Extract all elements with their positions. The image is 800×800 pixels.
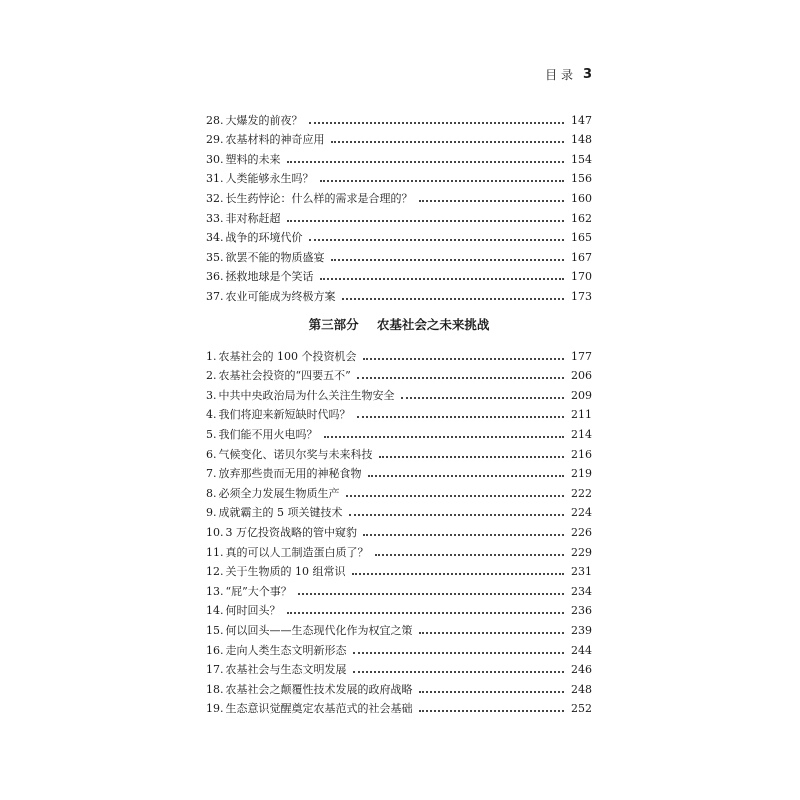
dot-leader bbox=[287, 161, 565, 163]
entry-page: 206 bbox=[571, 369, 592, 383]
toc-entry bbox=[206, 186, 592, 206]
entry-page: 231 bbox=[571, 565, 592, 579]
toc-entry bbox=[206, 618, 592, 638]
entry-number: 19. bbox=[206, 702, 224, 716]
toc-entry bbox=[206, 206, 592, 226]
toc-entry bbox=[206, 599, 592, 619]
entry-title: 我们能不用火电吗？ bbox=[218, 427, 318, 441]
dot-leader bbox=[349, 514, 565, 516]
toc-entry bbox=[206, 638, 592, 658]
dot-leader bbox=[401, 397, 565, 399]
toc-entry bbox=[206, 344, 592, 364]
entry-title: 拯救地球是个笑话 bbox=[225, 270, 314, 284]
entry-number: 14. bbox=[206, 604, 224, 618]
entry-title: 中共中央政治局为什么关注生物安全 bbox=[218, 388, 395, 402]
entry-number: 16. bbox=[206, 643, 224, 657]
toc-entry bbox=[206, 481, 592, 501]
entry-page: 224 bbox=[571, 506, 592, 520]
entry-title: 长生药悖论：什么样的需求是合理的？ bbox=[225, 191, 413, 205]
entry-number: 17. bbox=[206, 663, 224, 677]
entry-title: 农基社会之颠覆性技术发展的政府战略 bbox=[225, 682, 413, 696]
entry-page: 147 bbox=[571, 113, 592, 127]
dot-leader bbox=[324, 436, 565, 438]
entry-page: 214 bbox=[571, 427, 592, 441]
toc-entry bbox=[206, 265, 592, 285]
dot-leader bbox=[353, 652, 565, 654]
entry-page: 246 bbox=[571, 663, 592, 677]
entry-title: 气候变化、诺贝尔奖与未来科技 bbox=[218, 447, 373, 461]
entry-number: 5. bbox=[206, 427, 217, 441]
toc-entry bbox=[206, 108, 592, 128]
entry-title: 走向人类生态文明新形态 bbox=[225, 643, 347, 657]
toc-entry bbox=[206, 226, 592, 246]
dot-leader bbox=[320, 180, 565, 182]
dot-leader bbox=[357, 416, 565, 418]
entry-page: 236 bbox=[571, 604, 592, 618]
toc-list-part-three bbox=[206, 344, 592, 716]
page-number: 3 bbox=[582, 66, 592, 82]
entry-title: 战争的环境代价 bbox=[225, 231, 303, 245]
entry-title: 非对称赶超 bbox=[225, 211, 281, 225]
toc-entry bbox=[206, 579, 592, 599]
chapter-label: 目 录 bbox=[545, 67, 573, 82]
toc-entry bbox=[206, 540, 592, 560]
entry-number: 4. bbox=[206, 408, 217, 422]
entry-number: 28. bbox=[206, 113, 224, 127]
entry-number: 13. bbox=[206, 584, 224, 598]
entry-number: 29. bbox=[206, 133, 224, 147]
entry-number: 11. bbox=[206, 545, 224, 559]
entry-title: 欲罢不能的物质盛宴 bbox=[225, 250, 325, 264]
toc-entry bbox=[206, 442, 592, 462]
entry-page: 170 bbox=[571, 270, 592, 284]
entry-page: 177 bbox=[571, 349, 592, 363]
entry-page: 173 bbox=[571, 289, 592, 303]
entry-page: 156 bbox=[571, 172, 592, 186]
entry-page: 162 bbox=[571, 211, 592, 225]
entry-page: 226 bbox=[571, 525, 592, 539]
entry-number: 9. bbox=[206, 506, 217, 520]
entry-number: 8. bbox=[206, 486, 217, 500]
entry-number: 1. bbox=[206, 349, 217, 363]
toc-entry bbox=[206, 403, 592, 423]
toc-entry bbox=[206, 422, 592, 442]
entry-page: 167 bbox=[571, 250, 592, 264]
entry-title: 人类能够永生吗？ bbox=[225, 172, 314, 186]
entry-title: 农基社会投资的“四要五不” bbox=[218, 369, 351, 383]
toc-entry bbox=[206, 560, 592, 580]
dot-leader bbox=[309, 122, 565, 124]
dot-leader bbox=[379, 456, 565, 458]
dot-leader bbox=[368, 475, 565, 477]
dot-leader bbox=[353, 671, 565, 673]
toc-entry bbox=[206, 697, 592, 717]
dot-leader bbox=[346, 495, 565, 497]
toc-list-part-two bbox=[206, 108, 592, 304]
entry-number: 6. bbox=[206, 447, 217, 461]
entry-page: 248 bbox=[571, 682, 592, 696]
entry-page: 229 bbox=[571, 545, 592, 559]
entry-title: 塑料的未来 bbox=[225, 152, 281, 166]
entry-number: 35. bbox=[206, 250, 224, 264]
entry-page: 216 bbox=[571, 447, 592, 461]
dot-leader bbox=[419, 691, 565, 693]
dot-leader bbox=[357, 377, 564, 379]
toc-entry bbox=[206, 147, 592, 167]
toc-entry bbox=[206, 128, 592, 148]
entry-page: 154 bbox=[571, 152, 592, 166]
toc-entry bbox=[206, 245, 592, 265]
toc-entry bbox=[206, 364, 592, 384]
dot-leader bbox=[419, 632, 565, 634]
entry-number: 12. bbox=[206, 565, 224, 579]
entry-title: 大爆发的前夜？ bbox=[225, 113, 303, 127]
entry-page: 252 bbox=[571, 702, 592, 716]
entry-title: 我们将迎来新短缺时代吗？ bbox=[218, 408, 351, 422]
entry-title: 放弃那些贵而无用的神秘食物 bbox=[218, 467, 362, 481]
toc-entry bbox=[206, 167, 592, 187]
entry-title: 生态意识觉醒奠定农基范式的社会基础 bbox=[225, 702, 413, 716]
entry-page: 160 bbox=[571, 191, 592, 205]
entry-number: 37. bbox=[206, 289, 224, 303]
entry-number: 36. bbox=[206, 270, 224, 284]
entry-page: 209 bbox=[571, 388, 592, 402]
entry-page: 239 bbox=[571, 623, 592, 637]
toc-entry bbox=[206, 658, 592, 678]
dot-leader bbox=[287, 612, 565, 614]
dot-leader bbox=[363, 534, 564, 536]
dot-leader bbox=[363, 358, 565, 360]
entry-title: 农业可能成为终极方案 bbox=[225, 289, 336, 303]
entry-title: 何时回头？ bbox=[225, 604, 281, 618]
dot-leader bbox=[331, 141, 565, 143]
entry-page: 222 bbox=[571, 486, 592, 500]
toc-entry bbox=[206, 677, 592, 697]
entry-page: 148 bbox=[571, 133, 592, 147]
dot-leader bbox=[375, 554, 565, 556]
entry-number: 15. bbox=[206, 623, 224, 637]
entry-page: 165 bbox=[571, 231, 592, 245]
entry-number: 10. bbox=[206, 525, 224, 539]
toc-entry bbox=[206, 501, 592, 521]
dot-leader bbox=[419, 710, 565, 712]
entry-number: 33. bbox=[206, 211, 224, 225]
entry-number: 3. bbox=[206, 388, 217, 402]
entry-number: 7. bbox=[206, 467, 217, 481]
dot-leader bbox=[298, 593, 564, 595]
entry-number: 30. bbox=[206, 152, 224, 166]
dot-leader bbox=[352, 573, 565, 575]
entry-title: 必须全力发展生物质生产 bbox=[218, 486, 340, 500]
entry-title: 关于生物质的 10 组常识 bbox=[225, 565, 346, 579]
dot-leader bbox=[287, 220, 565, 222]
entry-page: 244 bbox=[571, 643, 592, 657]
entry-number: 34. bbox=[206, 231, 224, 245]
toc-entry bbox=[206, 520, 592, 540]
entry-page: 234 bbox=[571, 584, 592, 598]
dot-leader bbox=[309, 239, 565, 241]
entry-title: 农基材料的神奇应用 bbox=[225, 133, 325, 147]
dot-leader bbox=[342, 298, 565, 300]
entry-number: 2. bbox=[206, 369, 217, 383]
entry-number: 18. bbox=[206, 682, 224, 696]
entry-page: 211 bbox=[571, 408, 592, 422]
entry-title: 农基社会的 100 个投资机会 bbox=[218, 349, 357, 363]
entry-page: 219 bbox=[571, 467, 592, 481]
entry-title: “屁”大个事？ bbox=[225, 584, 292, 598]
dot-leader bbox=[320, 278, 565, 280]
entry-title: 真的可以人工制造蛋白质了？ bbox=[225, 545, 369, 559]
running-header bbox=[470, 64, 592, 84]
entry-title: 何以回头——生态现代化作为权宜之策 bbox=[225, 623, 413, 637]
entry-number: 32. bbox=[206, 191, 224, 205]
dot-leader bbox=[419, 200, 565, 202]
dot-leader bbox=[331, 259, 565, 261]
toc-entry bbox=[206, 383, 592, 403]
toc-entry bbox=[206, 284, 592, 304]
entry-number: 31. bbox=[206, 172, 224, 186]
entry-title: 成就霸主的 5 项关键技术 bbox=[218, 506, 343, 520]
section-heading: 第三部分 农基社会之未来挑战 bbox=[308, 317, 490, 332]
entry-title: 3 万亿投资战略的管中窥豹 bbox=[225, 525, 357, 539]
toc-entry bbox=[206, 462, 592, 482]
entry-title: 农基社会与生态文明发展 bbox=[225, 663, 347, 677]
